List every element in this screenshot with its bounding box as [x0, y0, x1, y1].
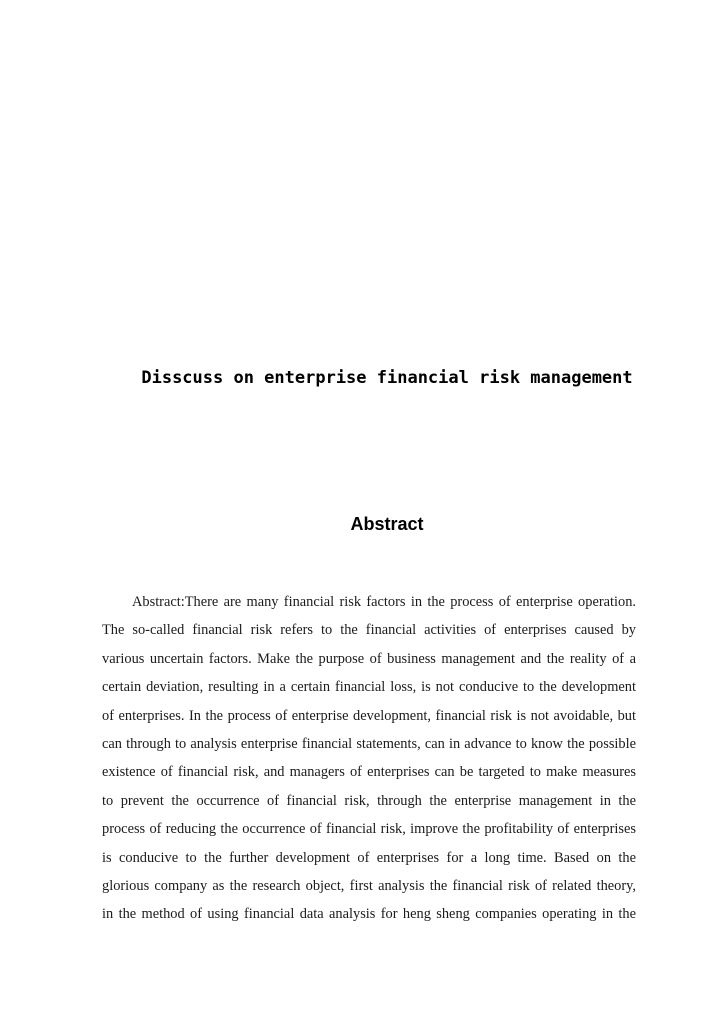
abstract-line: certain deviation, resulting in a certain financial loss, is not conducive to the development	[102, 679, 636, 696]
abstract-line: to prevent the occurrence of financial risk, through the enterprise management in the	[102, 792, 636, 809]
abstract-line: various uncertain factors. Make the purpose of business management and the reality of a	[102, 650, 636, 667]
abstract-line: can through to analysis enterprise financial statements, can in advance to know the possible	[102, 736, 636, 753]
abstract-paragraph	[102, 588, 636, 929]
abstract-line: The so-called financial risk refers to the financial activities of enterprises caused by	[102, 622, 636, 639]
abstract-heading: Abstract	[350, 514, 424, 534]
abstract-line: of enterprises. In the process of enterprise development, financial risk is not avoidable, but	[102, 707, 636, 724]
abstract-line: in the method of using financial data analysis for heng sheng companies operating in the	[102, 906, 636, 923]
abstract-line: process of reducing the occurrence of financial risk, improve the profitability of enterprises	[102, 821, 636, 838]
abstract-line: existence of financial risk, and managers of enterprises can be targeted to make measures	[102, 764, 636, 781]
abstract-line: Abstract:There are many financial risk factors in the process of enterprise operation.	[132, 594, 636, 610]
abstract-line: glorious company as the research object, first analysis the financial risk of related theory,	[102, 878, 636, 895]
abstract-line: is conducive to the further development of enterprises for a long time. Based on the	[102, 849, 636, 866]
document-title: Disscuss on enterprise financial risk management	[141, 368, 633, 388]
